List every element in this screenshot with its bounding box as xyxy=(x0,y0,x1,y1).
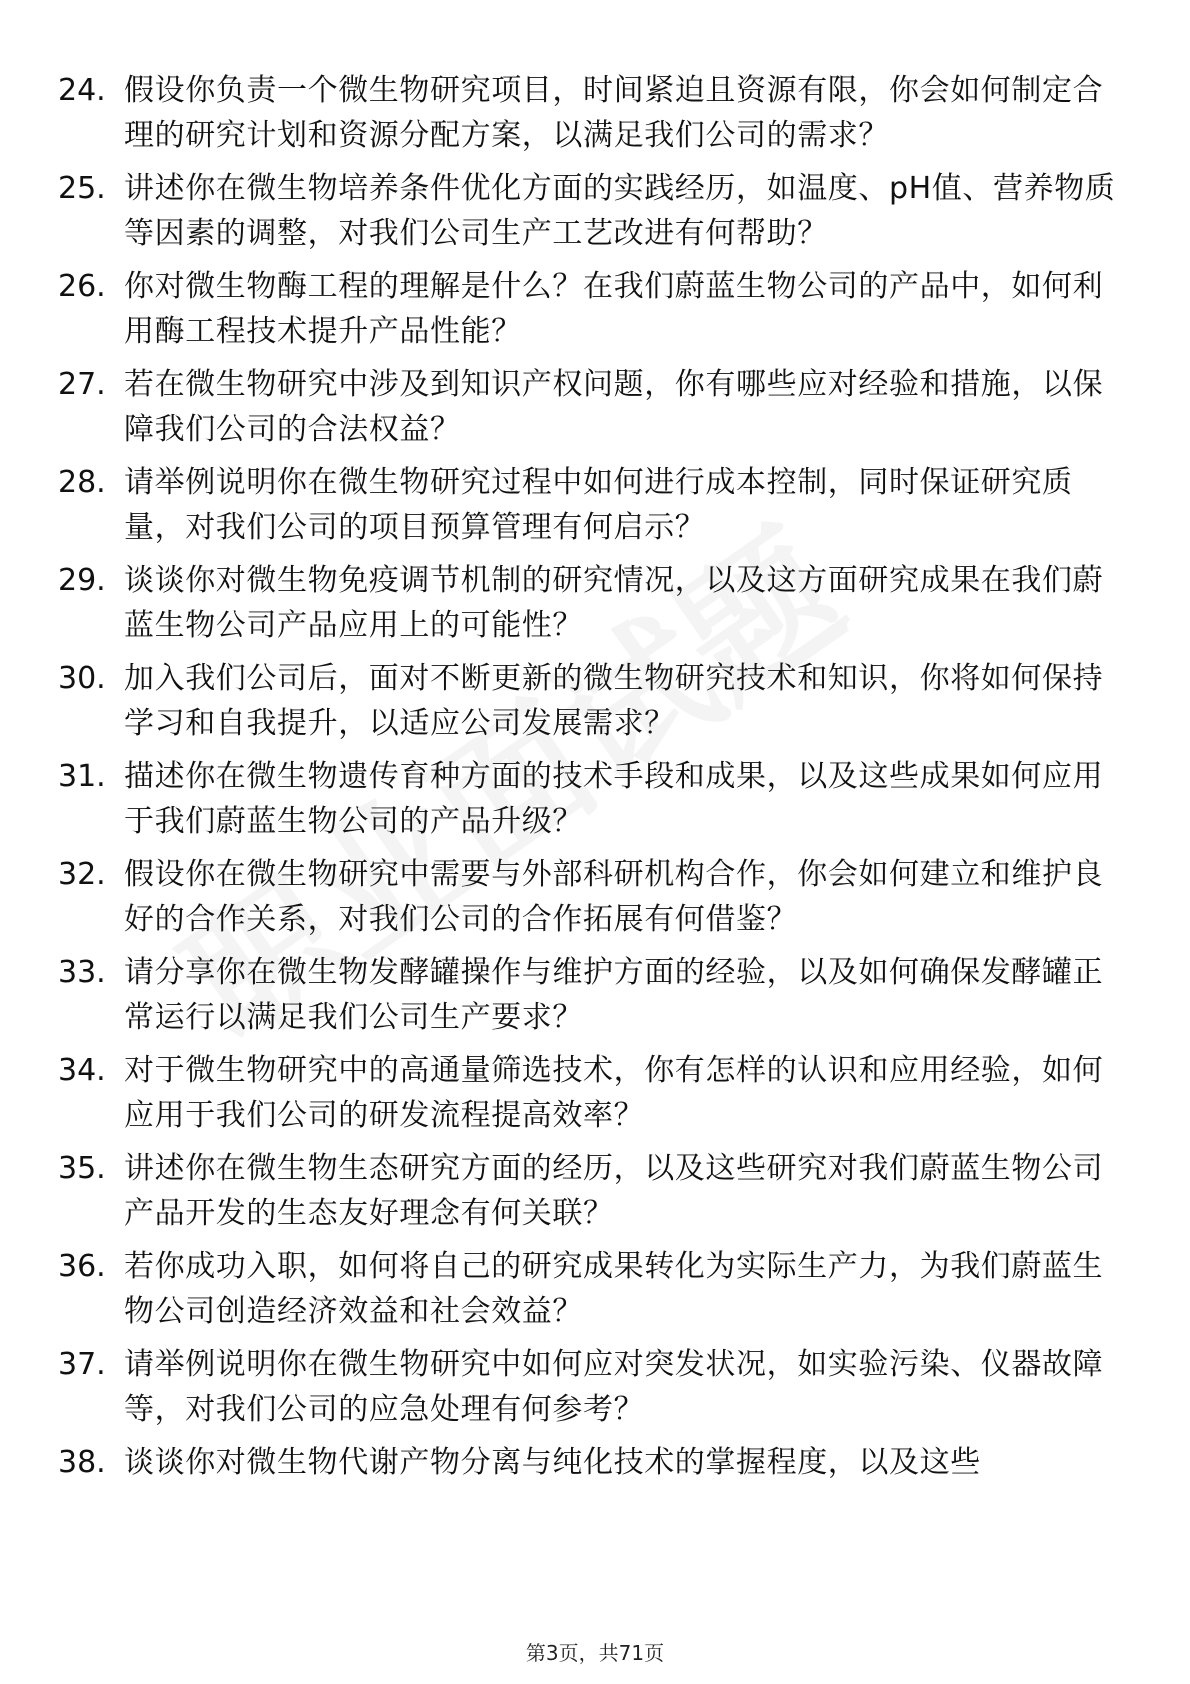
question-text: 假设你在微生物研究中需要与外部科研机构合作，你会如何建立和维护良好的合作关系，对我们公司的合作拓展有何借鉴？ xyxy=(124,857,1104,937)
question-number: 26. xyxy=(58,269,106,304)
question-item xyxy=(58,1244,1118,1334)
question-item xyxy=(58,1048,1118,1138)
question-text: 描述你在微生物遗传育种方面的技术手段和成果，以及这些成果如何应用于我们蔚蓝生物公司的产品升级？ xyxy=(124,759,1104,839)
question-number: 30. xyxy=(58,661,106,696)
question-item xyxy=(58,852,1118,942)
question-item xyxy=(58,166,1118,256)
question-text: 请举例说明你在微生物研究中如何应对突发状况，如实验污染、仪器故障等，对我们公司的应急处理有何参考？ xyxy=(124,1347,1104,1427)
question-item xyxy=(58,68,1118,158)
question-text: 请分享你在微生物发酵罐操作与维护方面的经验，以及如何确保发酵罐正常运行以满足我们公司生产要求？ xyxy=(124,955,1104,1035)
question-number: 32. xyxy=(58,857,106,892)
question-text: 谈谈你对微生物免疫调节机制的研究情况，以及这方面研究成果在我们蔚蓝生物公司产品应用上的可能性？ xyxy=(124,563,1104,643)
question-text: 讲述你在微生物培养条件优化方面的实践经历，如温度、pH值、营养物质等因素的调整，对我们公司生产工艺改进有何帮助？ xyxy=(124,171,1116,251)
question-text: 若你成功入职，如何将自己的研究成果转化为实际生产力，为我们蔚蓝生物公司创造经济效益和社会效益？ xyxy=(124,1249,1104,1329)
question-number: 37. xyxy=(58,1347,106,1382)
question-text: 加入我们公司后，面对不断更新的微生物研究技术和知识，你将如何保持学习和自我提升，以适应公司发展需求？ xyxy=(124,661,1104,741)
question-number: 35. xyxy=(58,1151,106,1186)
question-text: 请举例说明你在微生物研究过程中如何进行成本控制，同时保证研究质量，对我们公司的项目预算管理有何启示？ xyxy=(124,465,1073,545)
question-item xyxy=(58,754,1118,844)
question-item xyxy=(58,264,1118,354)
question-text: 讲述你在微生物生态研究方面的经历，以及这些研究对我们蔚蓝生物公司产品开发的生态友好理念有何关联？ xyxy=(124,1151,1104,1231)
question-number: 28. xyxy=(58,465,106,500)
question-number: 31. xyxy=(58,759,106,794)
page-footer: 第3页，共71页 xyxy=(525,1641,665,1665)
question-number: 33. xyxy=(58,955,106,990)
question-number: 36. xyxy=(58,1249,106,1284)
question-item xyxy=(58,1146,1118,1236)
question-item xyxy=(58,558,1118,648)
question-text: 假设你负责一个微生物研究项目，时间紧迫且资源有限，你会如何制定合理的研究计划和资源分配方案，以满足我们公司的需求？ xyxy=(124,73,1104,153)
question-number: 38. xyxy=(58,1445,106,1480)
question-text: 你对微生物酶工程的理解是什么？在我们蔚蓝生物公司的产品中，如何利用酶工程技术提升产品性能？ xyxy=(124,269,1104,349)
question-text: 对于微生物研究中的高通量筛选技术，你有怎样的认识和应用经验，如何应用于我们公司的研发流程提高效率？ xyxy=(124,1053,1104,1133)
question-list xyxy=(58,68,1118,1493)
question-item xyxy=(58,1440,1118,1485)
question-text: 若在微生物研究中涉及到知识产权问题，你有哪些应对经验和措施，以保障我们公司的合法权益？ xyxy=(124,367,1104,447)
question-number: 29. xyxy=(58,563,106,598)
question-item xyxy=(58,460,1118,550)
question-text: 谈谈你对微生物代谢产物分离与纯化技术的掌握程度，以及这些 xyxy=(124,1445,981,1480)
question-number: 25. xyxy=(58,171,106,206)
question-number: 27. xyxy=(58,367,106,402)
question-number: 34. xyxy=(58,1053,106,1088)
question-number: 24. xyxy=(58,73,106,108)
question-item xyxy=(58,1342,1118,1432)
question-item xyxy=(58,656,1118,746)
question-item xyxy=(58,362,1118,452)
question-item xyxy=(58,950,1118,1040)
